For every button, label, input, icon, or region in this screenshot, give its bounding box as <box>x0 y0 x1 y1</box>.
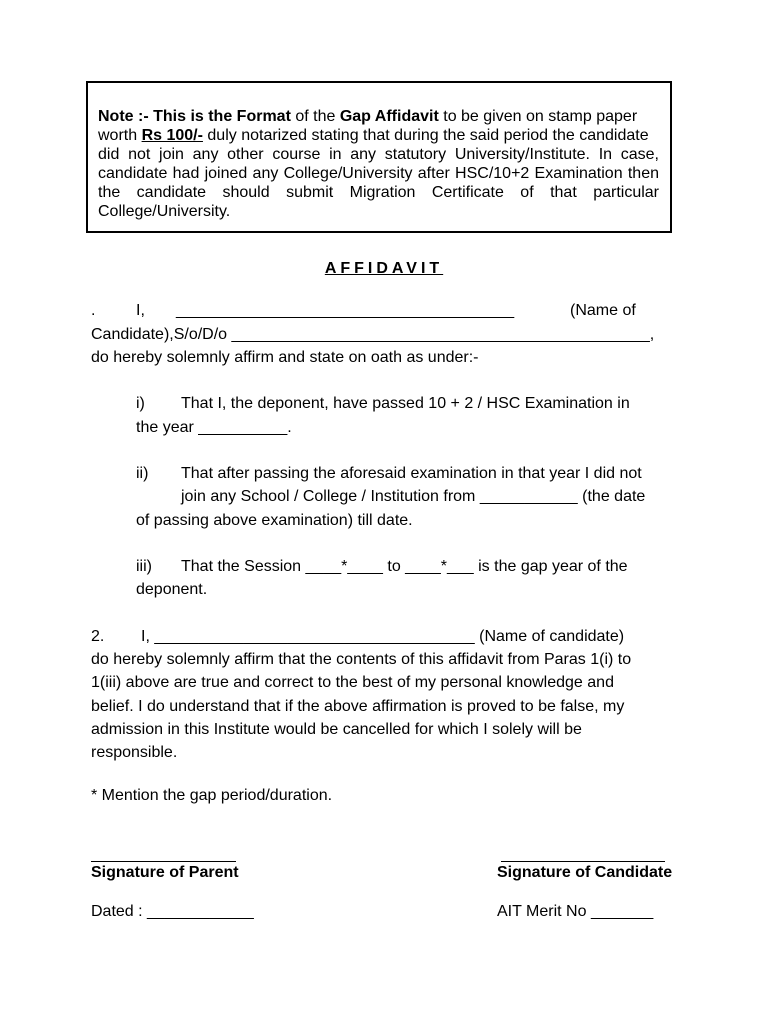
ait-merit-no-field: AIT Merit No _______ <box>497 903 654 920</box>
para2-line-3: 1(iii) above are true and correct to the best of my personal knowledge and <box>91 674 614 691</box>
para2-line-5: admission in this Institute would be cancelled for which I solely will be <box>91 721 582 738</box>
note-prefix: Note :- This is the Format <box>98 108 291 125</box>
dated-field: Dated : ____________ <box>91 903 254 920</box>
para1-dot: . <box>91 302 96 319</box>
note-box <box>86 81 672 233</box>
note-line-4: candidate had joined any College/University after HSC/10+2 Examination then <box>98 165 659 182</box>
item-iii-line-2: deponent. <box>136 581 208 598</box>
note-line-6: College/University. <box>98 203 231 220</box>
item-ii-line-3: of passing above examination) till date. <box>136 512 413 529</box>
para1-name-of: (Name of <box>570 302 636 319</box>
parent-signature-line <box>91 861 236 862</box>
para2-number: 2. <box>91 628 105 645</box>
para1-line-3: do hereby solemnly affirm and state on oath as under:- <box>91 349 479 366</box>
para2-line-4: belief. I do understand that if the above affirmation is proved to be false, my <box>91 698 625 715</box>
candidate-signature-line <box>501 861 665 862</box>
para2-line-1: I, ____________________________________ (Name of candidate) <box>141 628 625 645</box>
para1-line-2: Candidate),S/o/D/o _______________________________________________, <box>91 326 655 343</box>
para2-line-2: do hereby solemnly affirm that the contents of this affidavit from Paras 1(i) to <box>91 651 632 668</box>
item-ii-line-1: That after passing the aforesaid examination in that year I did not <box>181 465 642 482</box>
para1-i: I, <box>136 302 145 319</box>
candidate-signature-label: Signature of Candidate <box>497 864 673 881</box>
item-i-number: i) <box>136 395 145 412</box>
gap-affidavit-label: Gap Affidavit <box>339 108 439 125</box>
item-i-line-2: the year __________. <box>136 419 292 436</box>
note-line-5: the candidate should submit Migration Certificate of that particular <box>98 184 659 201</box>
para2-line-6: responsible. <box>91 744 178 761</box>
page-title: AFFIDAVIT <box>324 260 444 277</box>
item-ii-number: ii) <box>136 465 149 482</box>
item-ii-line-2: join any School / College / Institution from ___________ (the date <box>181 488 646 505</box>
item-iii-line-1: That the Session ____*____ to ____*___ is the gap year of the <box>181 558 628 575</box>
note-line-1: Note :- This is the Format of the Gap Affidavit to be given on stamp paper <box>98 108 638 125</box>
item-i-line-1: That I, the deponent, have passed 10 + 2 / HSC Examination in <box>181 395 630 412</box>
note-line-2: worth Rs 100/- duly notarized stating that during the said period the candidate <box>98 127 649 144</box>
parent-signature-label: Signature of Parent <box>91 864 239 881</box>
para1-name-blank: ______________________________________ <box>176 302 515 319</box>
stamp-amount: Rs 100/- <box>141 127 203 144</box>
footnote: * Mention the gap period/duration. <box>91 787 333 804</box>
note-line-3: did not join any other course in any statutory University/Institute. In case, <box>98 146 659 163</box>
item-iii-number: iii) <box>136 558 152 575</box>
